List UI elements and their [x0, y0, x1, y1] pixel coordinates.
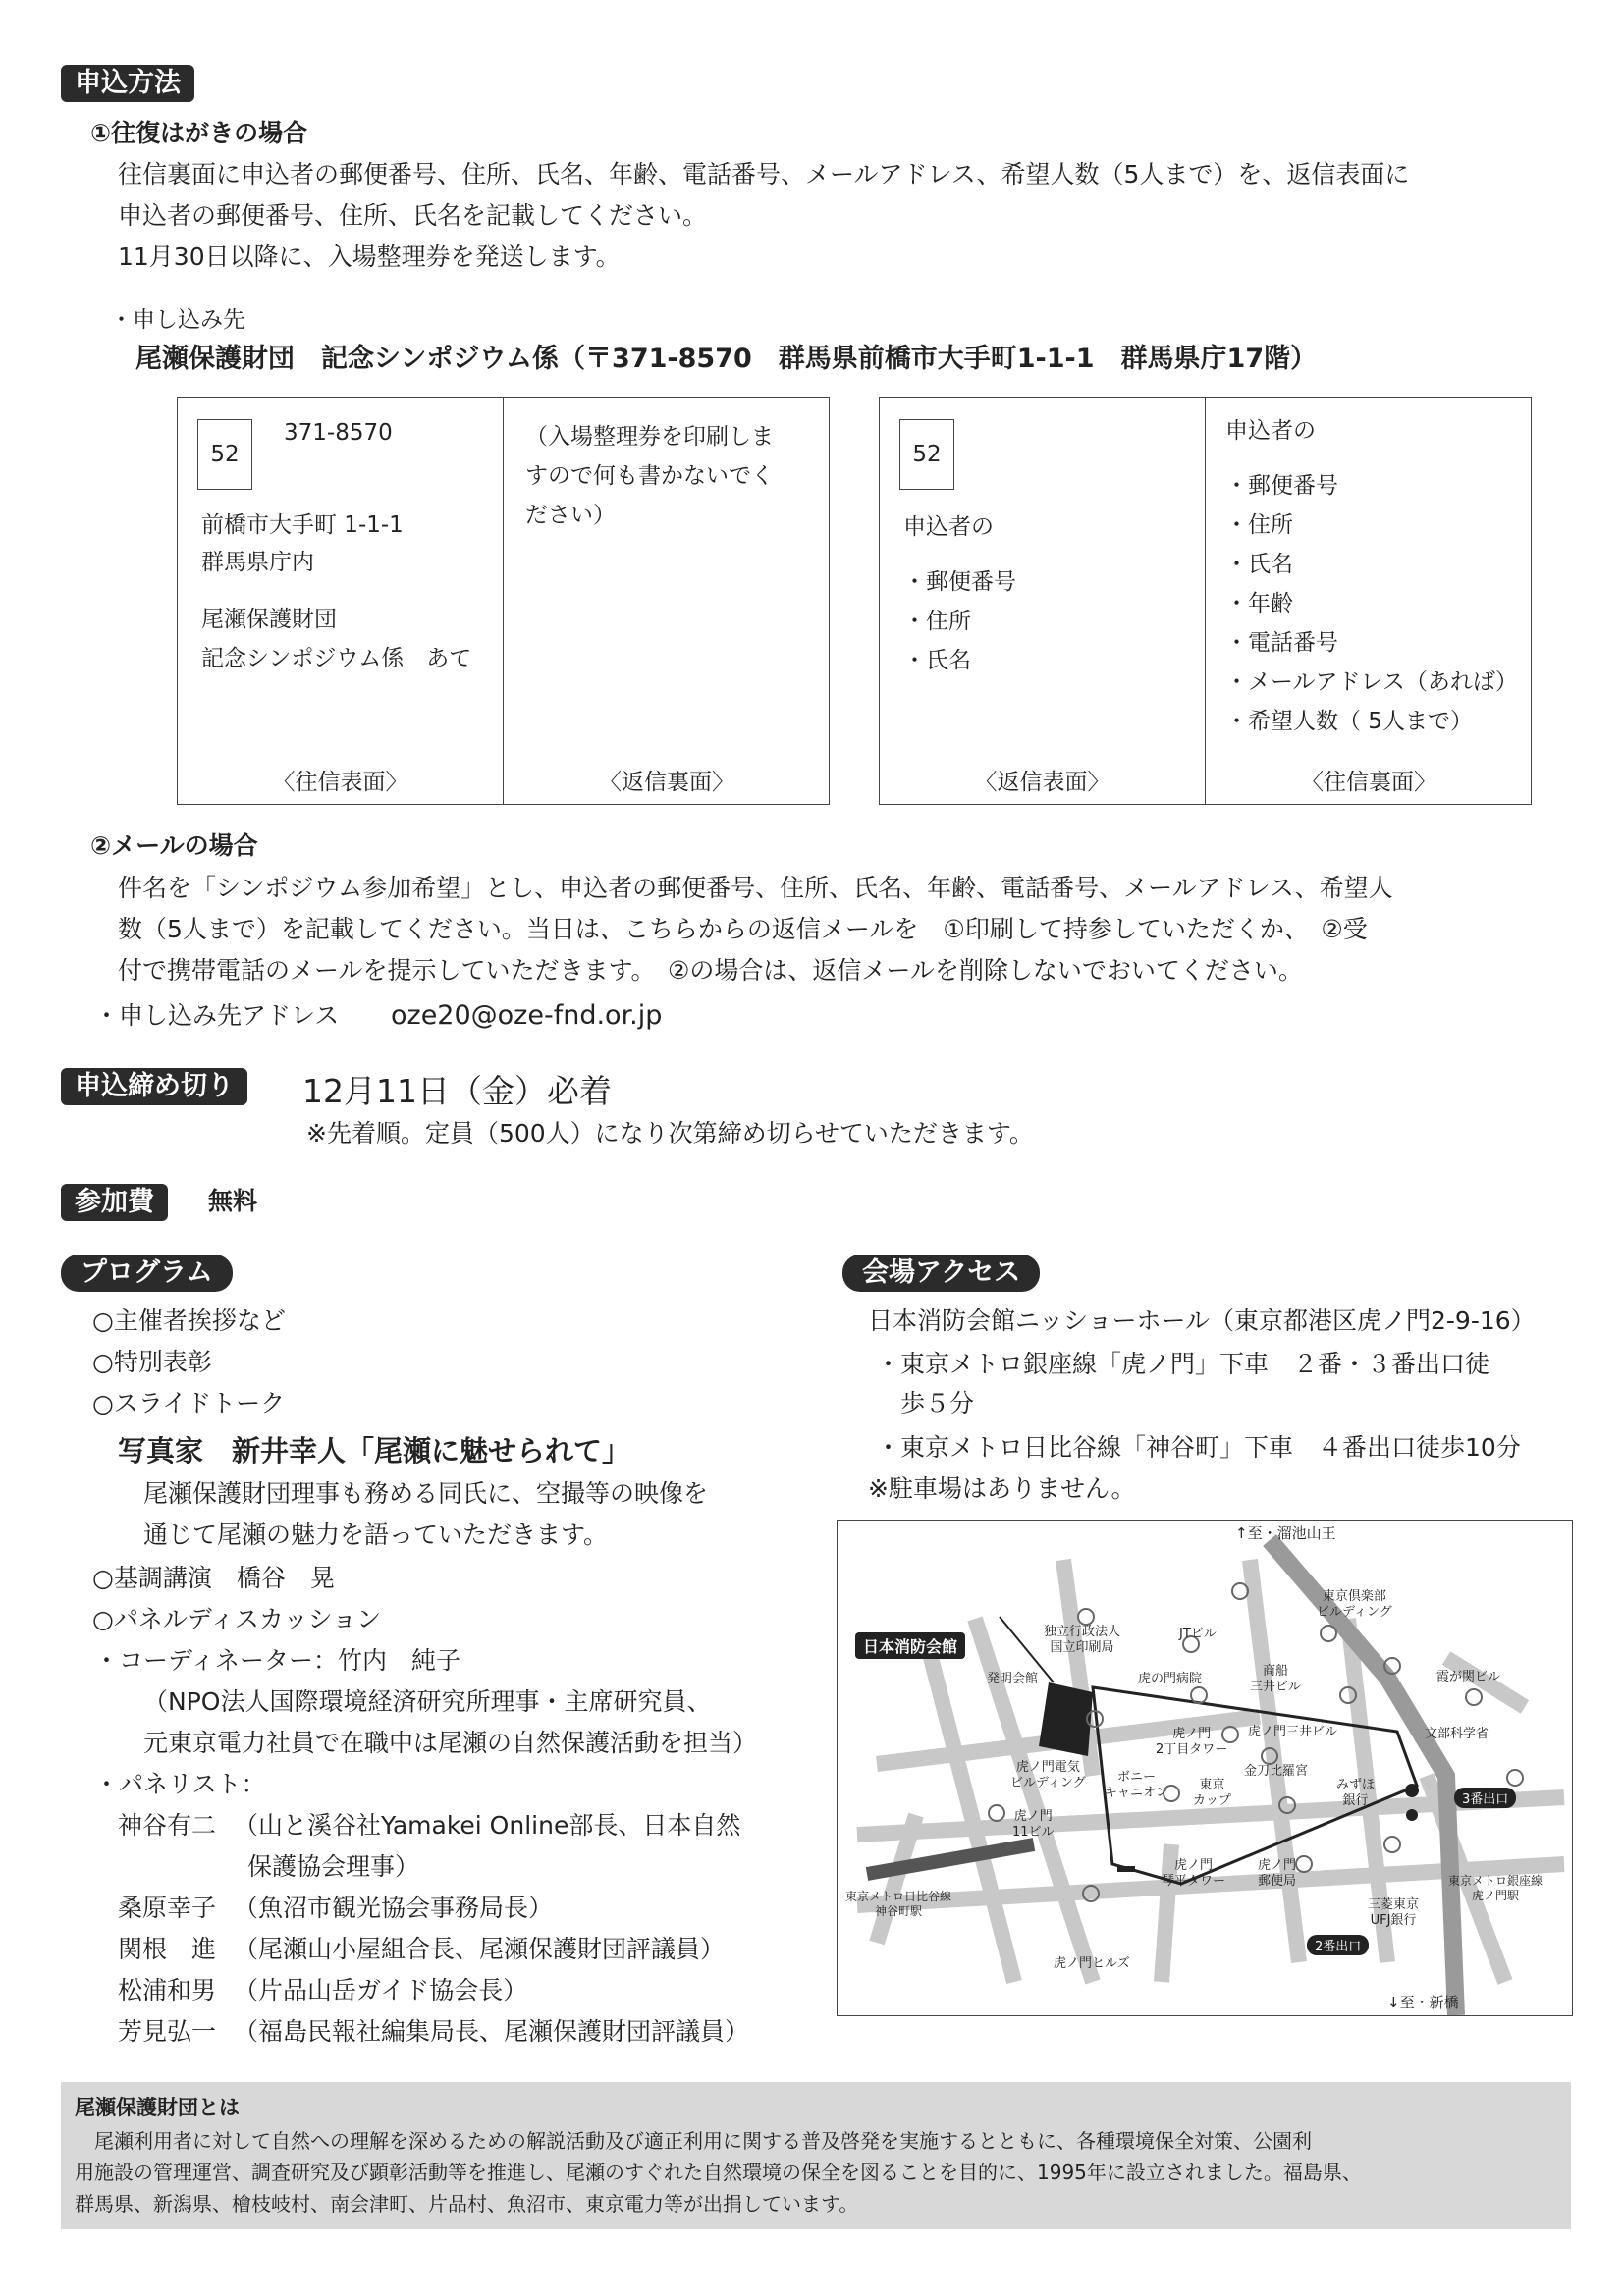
foundation-line-3: 群馬県、新潟県、檜枝岐村、南会津町、片品村、魚沼市、東京電力等が出捐しています。: [75, 2192, 859, 2216]
postcard-line-3: 11月30日以降に、入場整理券を発送します。: [118, 242, 621, 271]
deadline-label: 申込締め切り: [61, 1068, 247, 1105]
panelists-label: ・パネリスト：: [94, 1770, 266, 1798]
map-label-venue: 日本消防会館: [855, 1632, 965, 1659]
access-line: 日本消防会館ニッショーホール（東京都港区虎ノ門2-9-16）: [868, 1307, 1536, 1335]
map-label-exit3: 3番出口: [1454, 1788, 1516, 1808]
mail-line-3: 付で携帯電話のメールを提示していただきます。 ②の場合は、返信メールを削除しないでおいてください。: [118, 956, 1303, 985]
panel-title: ○パネルディスカッション: [92, 1605, 382, 1633]
applicant-item: ・住所: [1225, 512, 1293, 538]
foundation-line-2: 用施設の管理運営、調査研究及び顕彰活動等を推進し、尾瀬のすぐれた自然環境の保全を図ることを目的に、1995年に設立されました。福島県、: [75, 2161, 1362, 2184]
dest-address: 尾瀬保護財団 記念シンポジウム係（〒371-8570 群馬県前橋市大手町1-1-1 群馬県庁17階）: [135, 344, 1318, 374]
map-label-kotohira: 虎ノ門 琴平タワー: [1162, 1858, 1226, 1889]
reply-line-1: （入場整理券を印刷しま: [525, 424, 774, 450]
map-svg: [838, 1521, 1572, 2015]
program-item: ○スライドトーク: [92, 1389, 286, 1417]
postcard-reply-front: [880, 398, 1205, 804]
address-line-1: 前橋市大手町 1-1-1: [201, 512, 404, 538]
map-label-toranomon: 東京メトロ銀座線 虎ノ門駅: [1448, 1874, 1543, 1902]
map-label-kokuritsu: 独立行政法人 国立印刷局: [1044, 1625, 1121, 1655]
postcard-reply-back: [503, 398, 830, 804]
applicant-item: ・住所: [903, 609, 971, 634]
mail-line-1: 件名を「シンポジウム参加希望」とし、申込者の郵便番号、住所、氏名、年齢、電話番号、メールアドレス、希望人: [118, 874, 1393, 902]
panelist-desc: 保護協会理事）: [247, 1852, 420, 1881]
access-line: ※駐車場はありません。: [868, 1474, 1136, 1503]
deadline-date: 12月11日（金）必着: [302, 1072, 612, 1110]
fee-value: 無料: [208, 1187, 258, 1215]
program-item: ○特別表彰: [92, 1348, 212, 1376]
map-label-kamiyacho: 東京メトロ日比谷線 神谷町駅: [845, 1890, 952, 1918]
coordinator-desc-2: 元東京電力社員で在職中は尾瀬の自然保護活動を担当）: [143, 1729, 758, 1757]
map-label-mizuho: みずほ 銀行: [1336, 1778, 1376, 1808]
panelist-desc: （福島民報社編集局長、尾瀬保護財団評議員）: [234, 2017, 750, 2046]
map-label-ufj: 三菱東京 UFJ銀行: [1368, 1897, 1420, 1928]
panelist-name: 桑原幸子: [118, 1894, 217, 1922]
caption-outgoing-front: 〈往信表面〉: [272, 770, 408, 795]
talk-desc-2: 通じて尾瀬の魅力を語っていただきます。: [143, 1521, 609, 1549]
map-label-exit2: 2番出口: [1307, 1935, 1369, 1955]
access-label: 会場アクセス: [842, 1255, 1040, 1292]
talk-title: 写真家 新井幸人「尾瀬に魅せられて」: [118, 1434, 631, 1468]
access-line: ・東京メトロ日比谷線「神谷町」下車 ４番出口徒歩10分: [876, 1433, 1521, 1462]
access-map: [837, 1520, 1573, 2016]
panelist-desc: （魚沼市観光協会事務局長）: [234, 1894, 554, 1922]
map-label-bonny: ボニー キャニオン: [1105, 1770, 1169, 1800]
map-label-north: ↑至・溜池山王: [1235, 1524, 1336, 1542]
panelist-name: 神谷有二: [118, 1811, 217, 1840]
applicant-head: 申込者の: [1225, 418, 1316, 444]
coordinator: ・コーディネーター：竹内 純子: [94, 1646, 461, 1675]
access-line: ・東京メトロ銀座線「虎ノ門」下車 ２番・３番出口徒: [876, 1350, 1490, 1378]
panelist-name: 松浦和男: [118, 1976, 217, 2004]
postcard-outgoing: [177, 397, 830, 805]
reply-line-2: すので何も書かないでく: [525, 463, 774, 489]
panelist-desc: （片品山岳ガイド協会長）: [234, 1976, 528, 2004]
org-line-1: 尾瀬保護財団: [201, 607, 337, 632]
dest-label: ・申し込み先: [110, 307, 245, 333]
zip-box: 52: [899, 419, 954, 490]
postcard-title: ①往復はがきの場合: [90, 119, 308, 147]
caption-outgoing-back: 〈往信裏面〉: [1301, 770, 1436, 795]
panelist-desc: （山と溪谷社Yamakei Online部長、日本自然: [234, 1811, 741, 1840]
mail-address[interactable]: oze20@oze-fnd.or.jp: [391, 1000, 663, 1031]
reply-line-3: ださい）: [525, 503, 616, 528]
applicant-item: ・希望人数（ 5人まで）: [1225, 709, 1473, 734]
caption-reply-front: 〈返信表面〉: [974, 770, 1110, 795]
deadline-note: ※先着順。定員（500人）になり次第締め切らせていただきます。: [306, 1119, 1034, 1148]
panelist-name: 関根 進: [118, 1935, 217, 1963]
map-label-tora2: 虎ノ門 2丁目タワー: [1156, 1727, 1228, 1757]
caption-reply-back: 〈返信裏面〉: [599, 770, 734, 795]
map-label-mitsui: 虎ノ門三井ビル: [1248, 1725, 1338, 1739]
map-label-jt: JTビル: [1179, 1627, 1217, 1641]
map-label-hatsumei: 発明会館: [987, 1672, 1039, 1686]
keynote: ○基調講演 橋谷 晃: [92, 1564, 335, 1592]
map-label-club: 東京倶楽部 ビルディング: [1317, 1589, 1392, 1620]
applicant-item: ・氏名: [903, 648, 971, 673]
talk-desc-1: 尾瀬保護財団理事も務める同氏に、空撮等の映像を: [143, 1479, 709, 1508]
postcard-line-2: 申込者の郵便番号、住所、氏名を記載してください。: [118, 201, 708, 230]
coordinator-desc-1: （NPO法人国際環境経済研究所理事・主席研究員、: [143, 1687, 712, 1716]
mail-line-2: 数（5人まで）を記載してください。当日は、こちらからの返信メールを ①印刷して持参していただくか、 ②受: [118, 915, 1368, 943]
fee-label: 参加費: [61, 1184, 168, 1221]
applicant-head: 申込者の: [903, 514, 994, 540]
map-label-hills: 虎ノ門ヒルズ: [1054, 1956, 1130, 1971]
foundation-line-1: 尾瀬利用者に対して自然への理解を深めるための解説活動及び適正利用に関する普及啓発を実施するとともに、各種環境保全対策、公園利: [75, 2129, 1312, 2153]
apply-label: 申込方法: [61, 65, 194, 102]
postcard-line-1: 往信裏面に申込者の郵便番号、住所、氏名、年齢、電話番号、メールアドレス、希望人数（5人まで）を、返信表面に: [118, 160, 1410, 188]
program-label: プログラム: [61, 1255, 233, 1292]
applicant-item: ・郵便番号: [1225, 473, 1338, 499]
access-line: 歩５分: [876, 1389, 975, 1417]
map-label-hospital: 虎の門病院: [1138, 1672, 1203, 1686]
program-item: ○主催者挨拶など: [92, 1307, 286, 1335]
address-line-2: 群馬県庁内: [201, 550, 314, 575]
map-label-konpira: 金刀比羅宮: [1244, 1764, 1309, 1779]
zip-code: 371-8570: [284, 420, 393, 446]
postcard-outgoing-back: [1205, 398, 1532, 804]
foundation-title: 尾瀬保護財団とは: [75, 2096, 240, 2119]
zip-box: 52: [197, 419, 252, 490]
applicant-item: ・電話番号: [1225, 630, 1338, 656]
applicant-item: ・メールアドレス（あれば）: [1225, 669, 1518, 695]
panelist-desc: （尾瀬山小屋組合長、尾瀬保護財団評議員）: [234, 1935, 726, 1963]
applicant-item: ・年齢: [1225, 591, 1293, 616]
map-label-shosen: 商船 三井ビル: [1250, 1664, 1302, 1694]
applicant-item: ・郵便番号: [903, 569, 1016, 595]
mail-address-label: ・申し込み先アドレス: [94, 1001, 340, 1030]
postcard-reply: [879, 397, 1532, 805]
foundation-info: [61, 2082, 1571, 2229]
map-label-tokyocup: 東京 カップ: [1193, 1778, 1231, 1808]
panelist-name: 芳見弘一: [118, 2017, 217, 2046]
map-label-denki: 虎ノ門電気 ビルディング: [1010, 1760, 1086, 1790]
mail-title: ②メールの場合: [90, 831, 258, 860]
map-label-south: ↓至・新橋: [1387, 1994, 1459, 2011]
postcard-outgoing-front: [178, 398, 503, 804]
map-label-post: 虎ノ門 郵便局: [1258, 1858, 1297, 1889]
map-label-tora11: 虎ノ門 11ビル: [1012, 1809, 1055, 1840]
map-label-kasumi: 霞が関ビル: [1436, 1670, 1501, 1684]
applicant-item: ・氏名: [1225, 552, 1293, 577]
map-label-mext: 文部科学省: [1425, 1727, 1489, 1741]
org-line-2: 記念シンポジウム係 あて: [201, 646, 472, 671]
